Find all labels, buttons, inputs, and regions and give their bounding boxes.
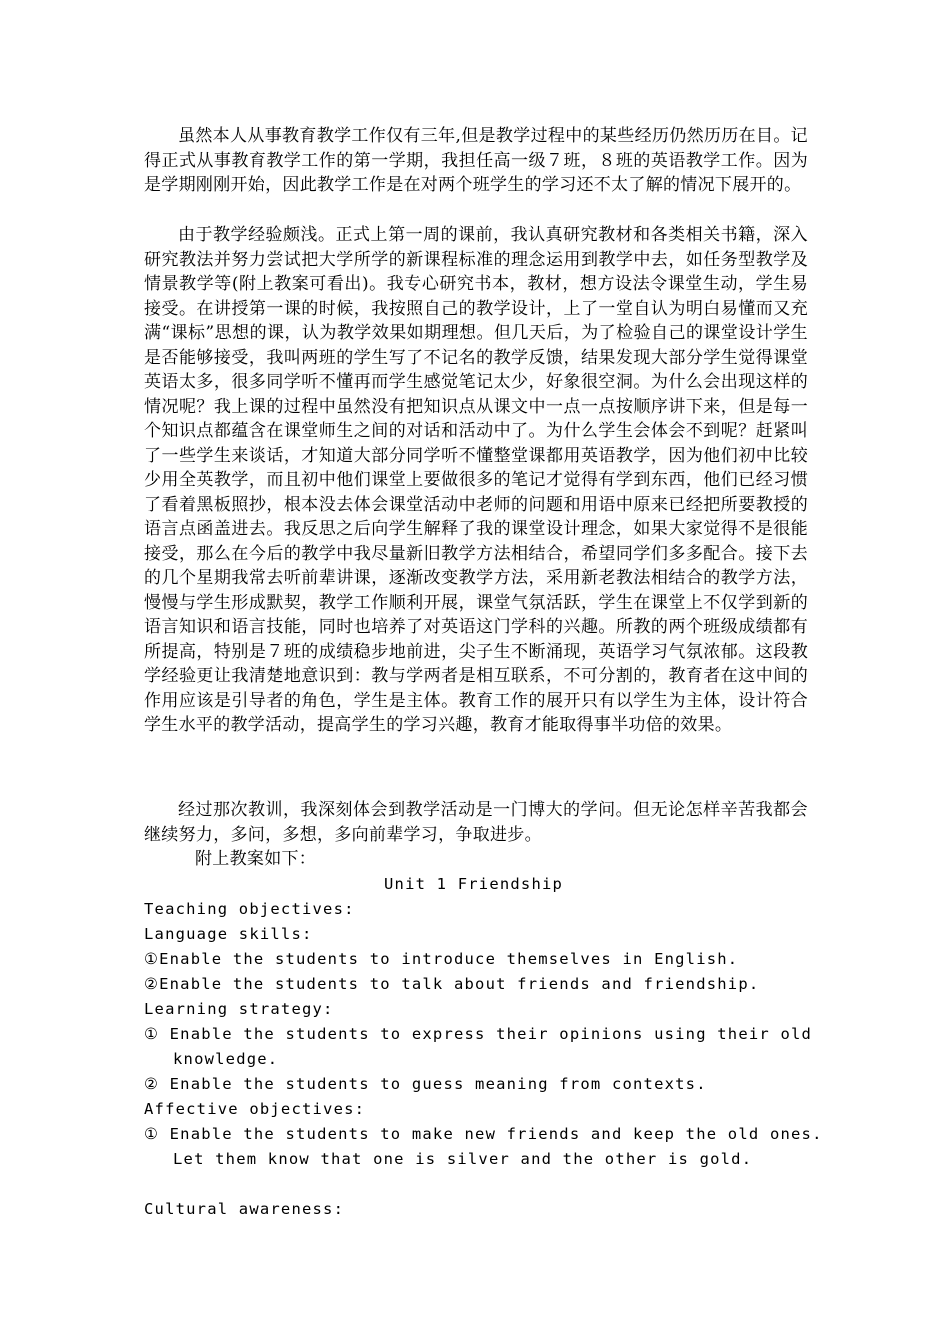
teaching-objectives-heading: Teaching objectives: [144,900,355,918]
language-skills-heading: Language skills: [144,925,313,943]
reflection-paragraph-1: 虽然本人从事教育教学工作仅有三年,但是教学过程中的某些经历仍然历历在目。记得正式从事教育教学工作的第一学期，我担任高一级７班，８班的英语教学工作。因为是学期刚刚开始，因此教学工作是在对两个班学生的学习还不太了解的情况下展开的。 [144,126,808,195]
learning-strategy-item: ① Enable the students to express their opinions using their old knowledge. [144,1025,823,1068]
language-skill-item: ②Enable the students to talk about friends and friendship. [144,975,760,993]
reflection-paragraph-2: 由于教学经验颇浅。正式上第一周的课前，我认真研究教材和各类相关书籍，深入研究教法并努力尝试把大学所学的新课程标准的理念运用到教学中去，如任务型教学及情景教学等(附上教案可看出)。我专心研究书本，教材，想方设法令课堂生动，学生易接受。在讲授第一课的时候，我按照自己的教学设计，上了一堂自认为明白易懂而又充满“课标”思想的课，认为教学效果如期理想。但几天后，为了检验自己的课堂设计学生是否能够接受，我叫两班的学生写了不记名的教学反馈，结果发现大部分学生觉得课堂英语太多，很多同学听不懂再而学生感觉笔记太少，好象很空洞。为什么会出现这样的情况呢？我上课的过程中虽然没有把知识点从课文中一点一点按顺序讲下来，但是每一个知识点都蕴含在课堂师生之间的对话和活动中了。为什么学生会体会不到呢？赶紧叫了一些学生来谈话，才知道大部分同学听不懂整堂课都用英语教学，因为他们初中比较少用全英教学，而且初中他们课堂上要做很多的笔记才觉得有学到东西，他们已经习惯了看着黑板照抄，根本没去体会课堂活动中老师的问题和用语中原来已经把所要教授的语言点函盖进去。我反思之后向学生解释了我的课堂设计理念，如果大家觉得不是很能接受，那么在今后的教学中我尽量新旧教学方法相结合，希望同学们多多配合。接下去的几个星期我常去听前辈讲课，逐渐改变教学方法，采用新老教法相结合的教学方法，慢慢与学生形成默契，教学工作顺利开展，课堂气氛活跃，学生在课堂上不仅学到新的语言知识和语言技能，同时也培养了对英语这门学科的兴趣。所教的两个班级成绩都有所提高，特别是７班的成绩稳步地前进，尖子生不断涌现，英语学习气氛浓郁。这段教学经验更让我清楚地意识到：教与学两者是相互联系，不可分割的，教育者在这中间的作用应该是引导者的角色，学生是主体。教育工作的展开只有以学生为主体，设计符合学生水平的教学活动，提高学生的学习兴趣，教育才能取得事半功倍的效果。 [144,225,808,735]
affective-objectives-heading: Affective objectives: [144,1100,366,1118]
lesson-title: Unit 1 Friendship [384,875,564,893]
affective-objective-item: ① Enable the students to make new friends and keep the old ones. Let them know that one is silver and the other is gold. [144,1125,834,1168]
lesson-plan-intro: 附上教案如下： [195,849,317,869]
learning-strategy-item: ② Enable the students to guess meaning from contexts. [144,1075,707,1093]
reflection-paragraph-3: 经过那次教训，我深刻体会到教学活动是一门博大的学问。但无论怎样辛苦我都会继续努力，多问，多想，多向前辈学习，争取进步。 [144,800,808,845]
language-skill-item: ①Enable the students to introduce themselves in English. [144,950,739,968]
cultural-awareness-heading: Cultural awareness: [144,1200,345,1218]
learning-strategy-heading: Learning strategy: [144,1000,334,1018]
